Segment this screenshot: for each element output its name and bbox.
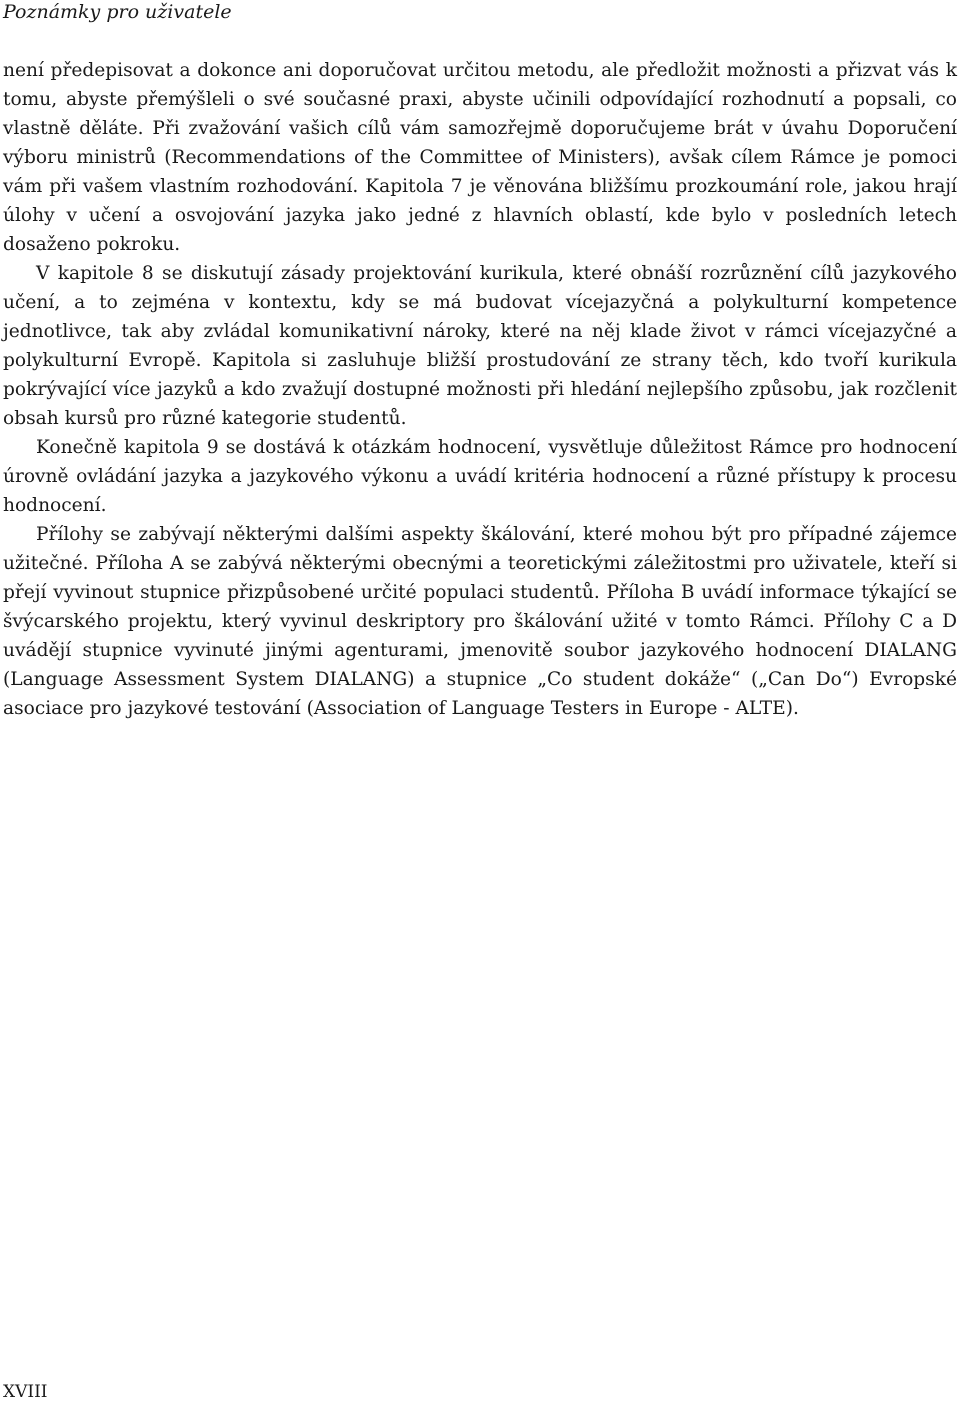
body-text — [3, 56, 957, 723]
paragraph-2: V kapitole 8 se diskutují zásady projektování kurikula, které obnáší rozrůznění cílů jazykového učení, a to zejména v kontextu, kdy se má budovat vícejazyčná a polykulturní kompetence jednotlivce, tak aby zvládal komunikativní nároky, které na něj klade život v rámci vícejazyčné a polykulturní Evropě. Kapitola si zasluhuje bližší prostudování ze strany těch, kdo tvoří kurikula pokrývající více jazyků a kdo zvažují dostupné možnosti při hledání nejlepšího způsobu, jak rozčlenit obsah kursů pro různé kategorie studentů. — [3, 263, 957, 429]
paragraph-1: není předepisovat a dokonce ani doporučovat určitou metodu, ale předložit možnosti a přizvat vás k tomu, abyste přemýšleli o své současné praxi, abyste učinili odpovídající rozhodnutí a popsali, co vlastně děláte. Při zvažování vašich cílů vám samozřejmě doporučujeme brát v úvahu Doporučení výboru ministrů (Recommendations of the Committee of Ministers), avšak cílem Rámce je pomoci vám při vašem vlastním rozhodování. Kapitola 7 je věnována bližšímu prozkoumání role, jakou hrají úlohy v učení a osvojování jazyka jako jedné z hlavních oblastí, kde bylo v posledních letech dosaženo pokroku. — [3, 60, 957, 255]
paragraph-3: Konečně kapitola 9 se dostává k otázkám hodnocení, vysvětluje důležitost Rámce pro hodnocení úrovně ovládání jazyka a jazykového výkonu a uvádí kritéria hodnocení a různé přístupy k procesu hodnocení. — [3, 437, 957, 516]
paragraph-4: Přílohy se zabývají některými dalšími aspekty škálování, které mohou být pro případné zájemce užitečné. Příloha A se zabývá některými obecnými a teoretickými záležitostmi pro uživatele, kteří si přejí vyvinout stupnice přizpůsobené určité populaci studentů. Příloha B uvádí informace týkající se švýcarského projektu, který vyvinul deskriptory pro škálování užité v tomto Rámci. Přílohy C a D uvádějí stupnice vyvinuté jinými agenturami, jmenovitě soubor jazykového hodnocení DIALANG (Language Assessment System DIALANG) a stupnice „Co student dokáže“ („Can Do“) Evropské asociace pro jazykové testování (Association of Language Testers in Europe - ALTE). — [3, 524, 957, 719]
page-number: XVIII — [3, 1382, 48, 1402]
running-header: Poznámky pro uživatele — [3, 1, 232, 23]
